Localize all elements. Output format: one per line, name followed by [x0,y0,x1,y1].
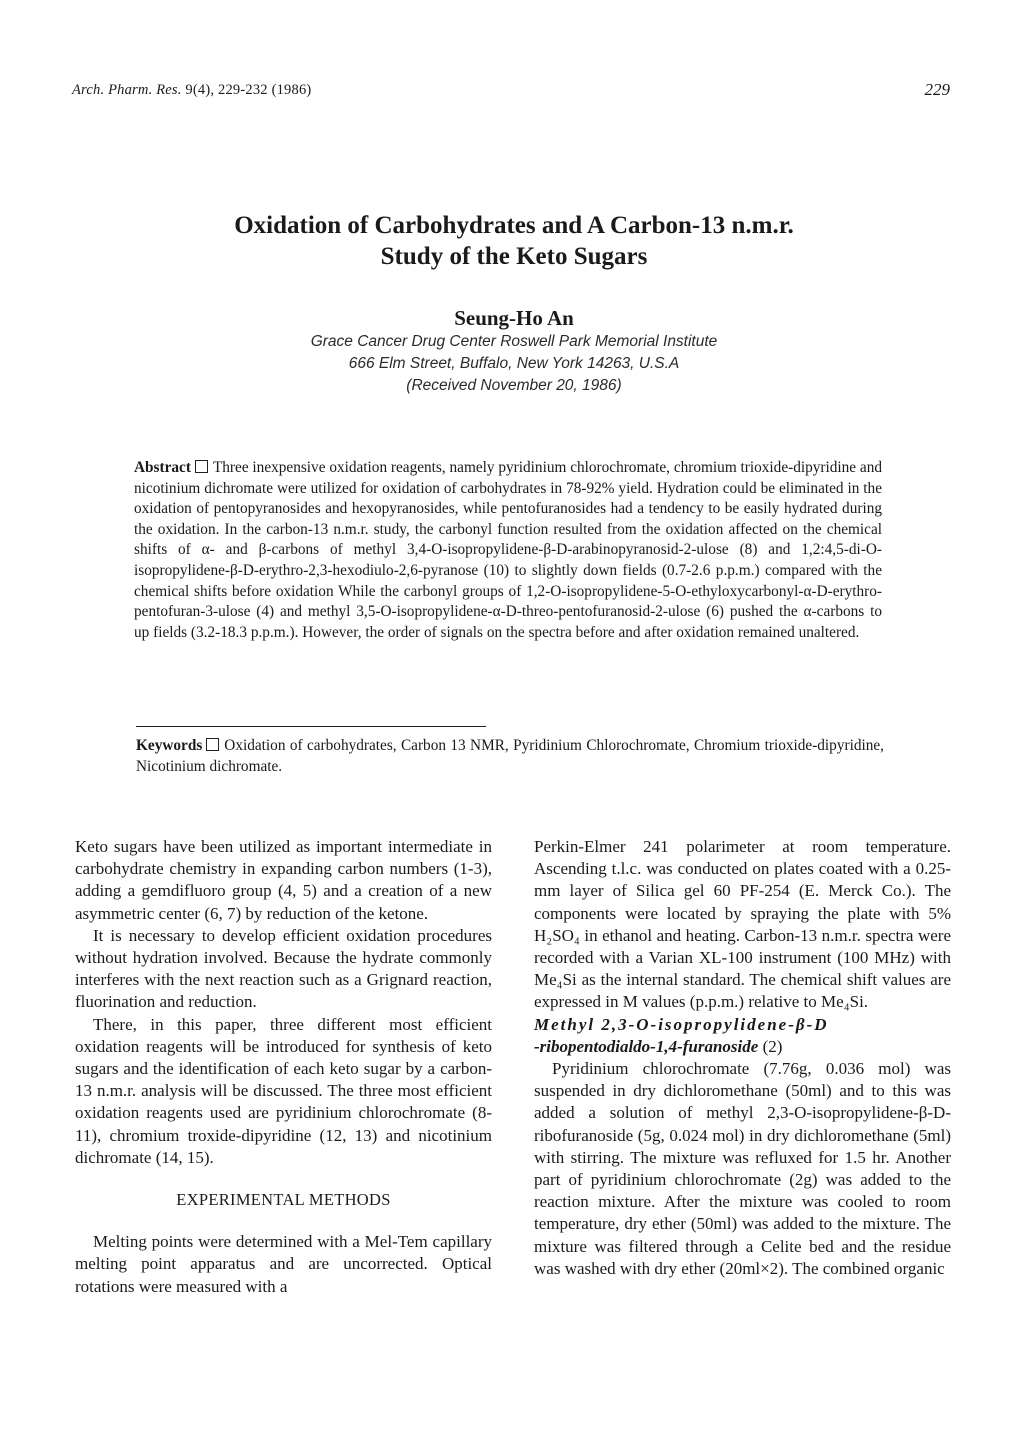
paragraph: There, in this paper, three different most efficient oxidation reagents will be introduced for synthesis of keto sugars and the identification of each keto sugar by a carbon-13 n.m.r. analysis will be discussed. The three most efficient oxidation reagents used are pyridinium chlorochromate (8-11), chromium troxide-dipyridine (12, 13) and nicotinium dichromate (14, 15). [75,1014,492,1167]
compound-number: (2) [762,1036,783,1056]
keywords-label: Keywords [136,737,203,754]
checkbox-square-icon [195,460,208,473]
paragraph: Perkin-Elmer 241 polarimeter at room temperature. Ascending t.l.c. was conducted on plates coated with a 0.25-mm layer of Silica gel 60 PF-254 (E. Merck Co.). The components were located by spraying the plate with 5% H₂SO₄ in ethanol and heating. Carbon-13 n.m.r. spectra were recorded with a Varian XL-100 instrument (100 MHz) with Me₄Si as the internal standard. The chemical shift values are expressed in M values (p.p.m.) relative to Me₄Si. [534,837,951,1012]
checkbox-square-icon [206,738,219,751]
abstract-text: Three inexpensive oxidation reagents, namely pyridinium chlorochromate, chromium trioxide-dipyridine and nicotinium dichromate were utilized for oxidation of carbohydrates in 78-92% yield. Hydration could be eliminated in the oxidation of pentopyranosides and hexopyranosides, while pentofuranosides had a tendency to be easily hydrated during the oxidation. In the carbon-13 n.m.r. study, the carbonyl function resulted from the oxidation affected on the chemical shifts of α- and β-carbons of methyl 3,4-O-isopropylidene-β-D-arabinopyranosid-2-ulose (8) and 1,2:4,5-di-O-isopropylidene-β-D-erythro-2,3-hexodiulo-2,6-pyranose (10) to slightly down fields (0.7-2.6 p.p.m.) compared with the chemical shifts before oxidation While the carbonyl groups of 1,2-O-isopropylidene-5-O-ethyloxycarbonyl-α-D-erythro-pentofuran-3-ulose (4) and methyl 3,5-O-isopropylidene-α-D-threo-pentofuranosid-2-ulose (6) pushed the α-carbons to up fields (3.2-18.3 p.p.m.). However, the order of signals on the spectra before and after oxidation remained unaltered. [134,459,882,641]
received-date: (Received November 20, 1986) [406,377,622,394]
keywords-text: Oxidation of carbohydrates, Carbon 13 NMR, Pyridinium Chlorochromate, Chromium trioxide-dipyridine, Nicotinium dichromate. [136,737,884,775]
paragraph: Keto sugars have been utilized as important intermediate in carbohydrate chemistry in expanding carbon numbers (1-3), adding a gemdifluoro group (4, 5) and a creation of a new asymmetric center (6, 7) by reduction of the ketone. [75,837,492,923]
affiliation-address: 666 Elm Street, Buffalo, New York 14263, U.S.A [348,355,680,372]
title-line-2: Study of the Keto Sugars [380,243,648,270]
compound-name-part-1: Methyl 2,3-O-isopropylidene-β-D [534,1014,829,1034]
affiliation-institution: Grace Cancer Drug Center Roswell Park Memorial Institute [310,333,718,350]
paragraph: Pyridinium chlorochromate (7.76g, 0.036 mol) was suspended in dry dichloromethane (50ml) and to this was added a solution of methyl 2,3-O-isopropylidene-β-D-ribofuranoside (5g, 0.024 mol) in dry dichloromethane (5ml) with stirring. The mixture was refluxed for 1.5 hr. Another part of pyridinium chlorochromate (2g) was added to the reaction mixture. After the mixture was cooled to room temperature, dry ether (50ml) was added to the mixture. The mixture was filtered through a Celite bed and the residue was washed with dry ether (20ml×2). The combined organic [534,1059,951,1278]
abstract [134,458,882,643]
paragraph: It is necessary to develop efficient oxidation procedures without hydration involved. Because the hydrate commonly interferes with the next reaction such as a Grignard reaction, fluorination and reduction. [75,925,492,1012]
section-heading: EXPERIMENTAL METHODS [176,1190,391,1210]
running-head [72,82,311,99]
compound-name-part-2: -ribopentodialdo-1,4-furanoside [534,1036,759,1056]
title-line-1: Oxidation of Carbohydrates and A Carbon-13 n.m.r. [234,212,794,239]
body-column-left [75,836,492,1298]
abstract-label: Abstract [134,459,191,476]
author-name: Seung-Ho An [454,306,574,330]
page-number: 229 [924,80,950,99]
body-column-right [534,836,951,1280]
compound-heading [534,1014,951,1058]
paragraph: Melting points were determined with a Mel-Tem capillary melting point apparatus and are uncorrected. Optical rotations were measured with a [75,1232,492,1296]
journal-name: Arch. Pharm. Res. [72,82,182,98]
paper-title [60,210,968,272]
keywords [136,736,884,777]
citation: 9(4), 229-232 (1986) [185,82,312,98]
divider-rule [136,726,486,727]
